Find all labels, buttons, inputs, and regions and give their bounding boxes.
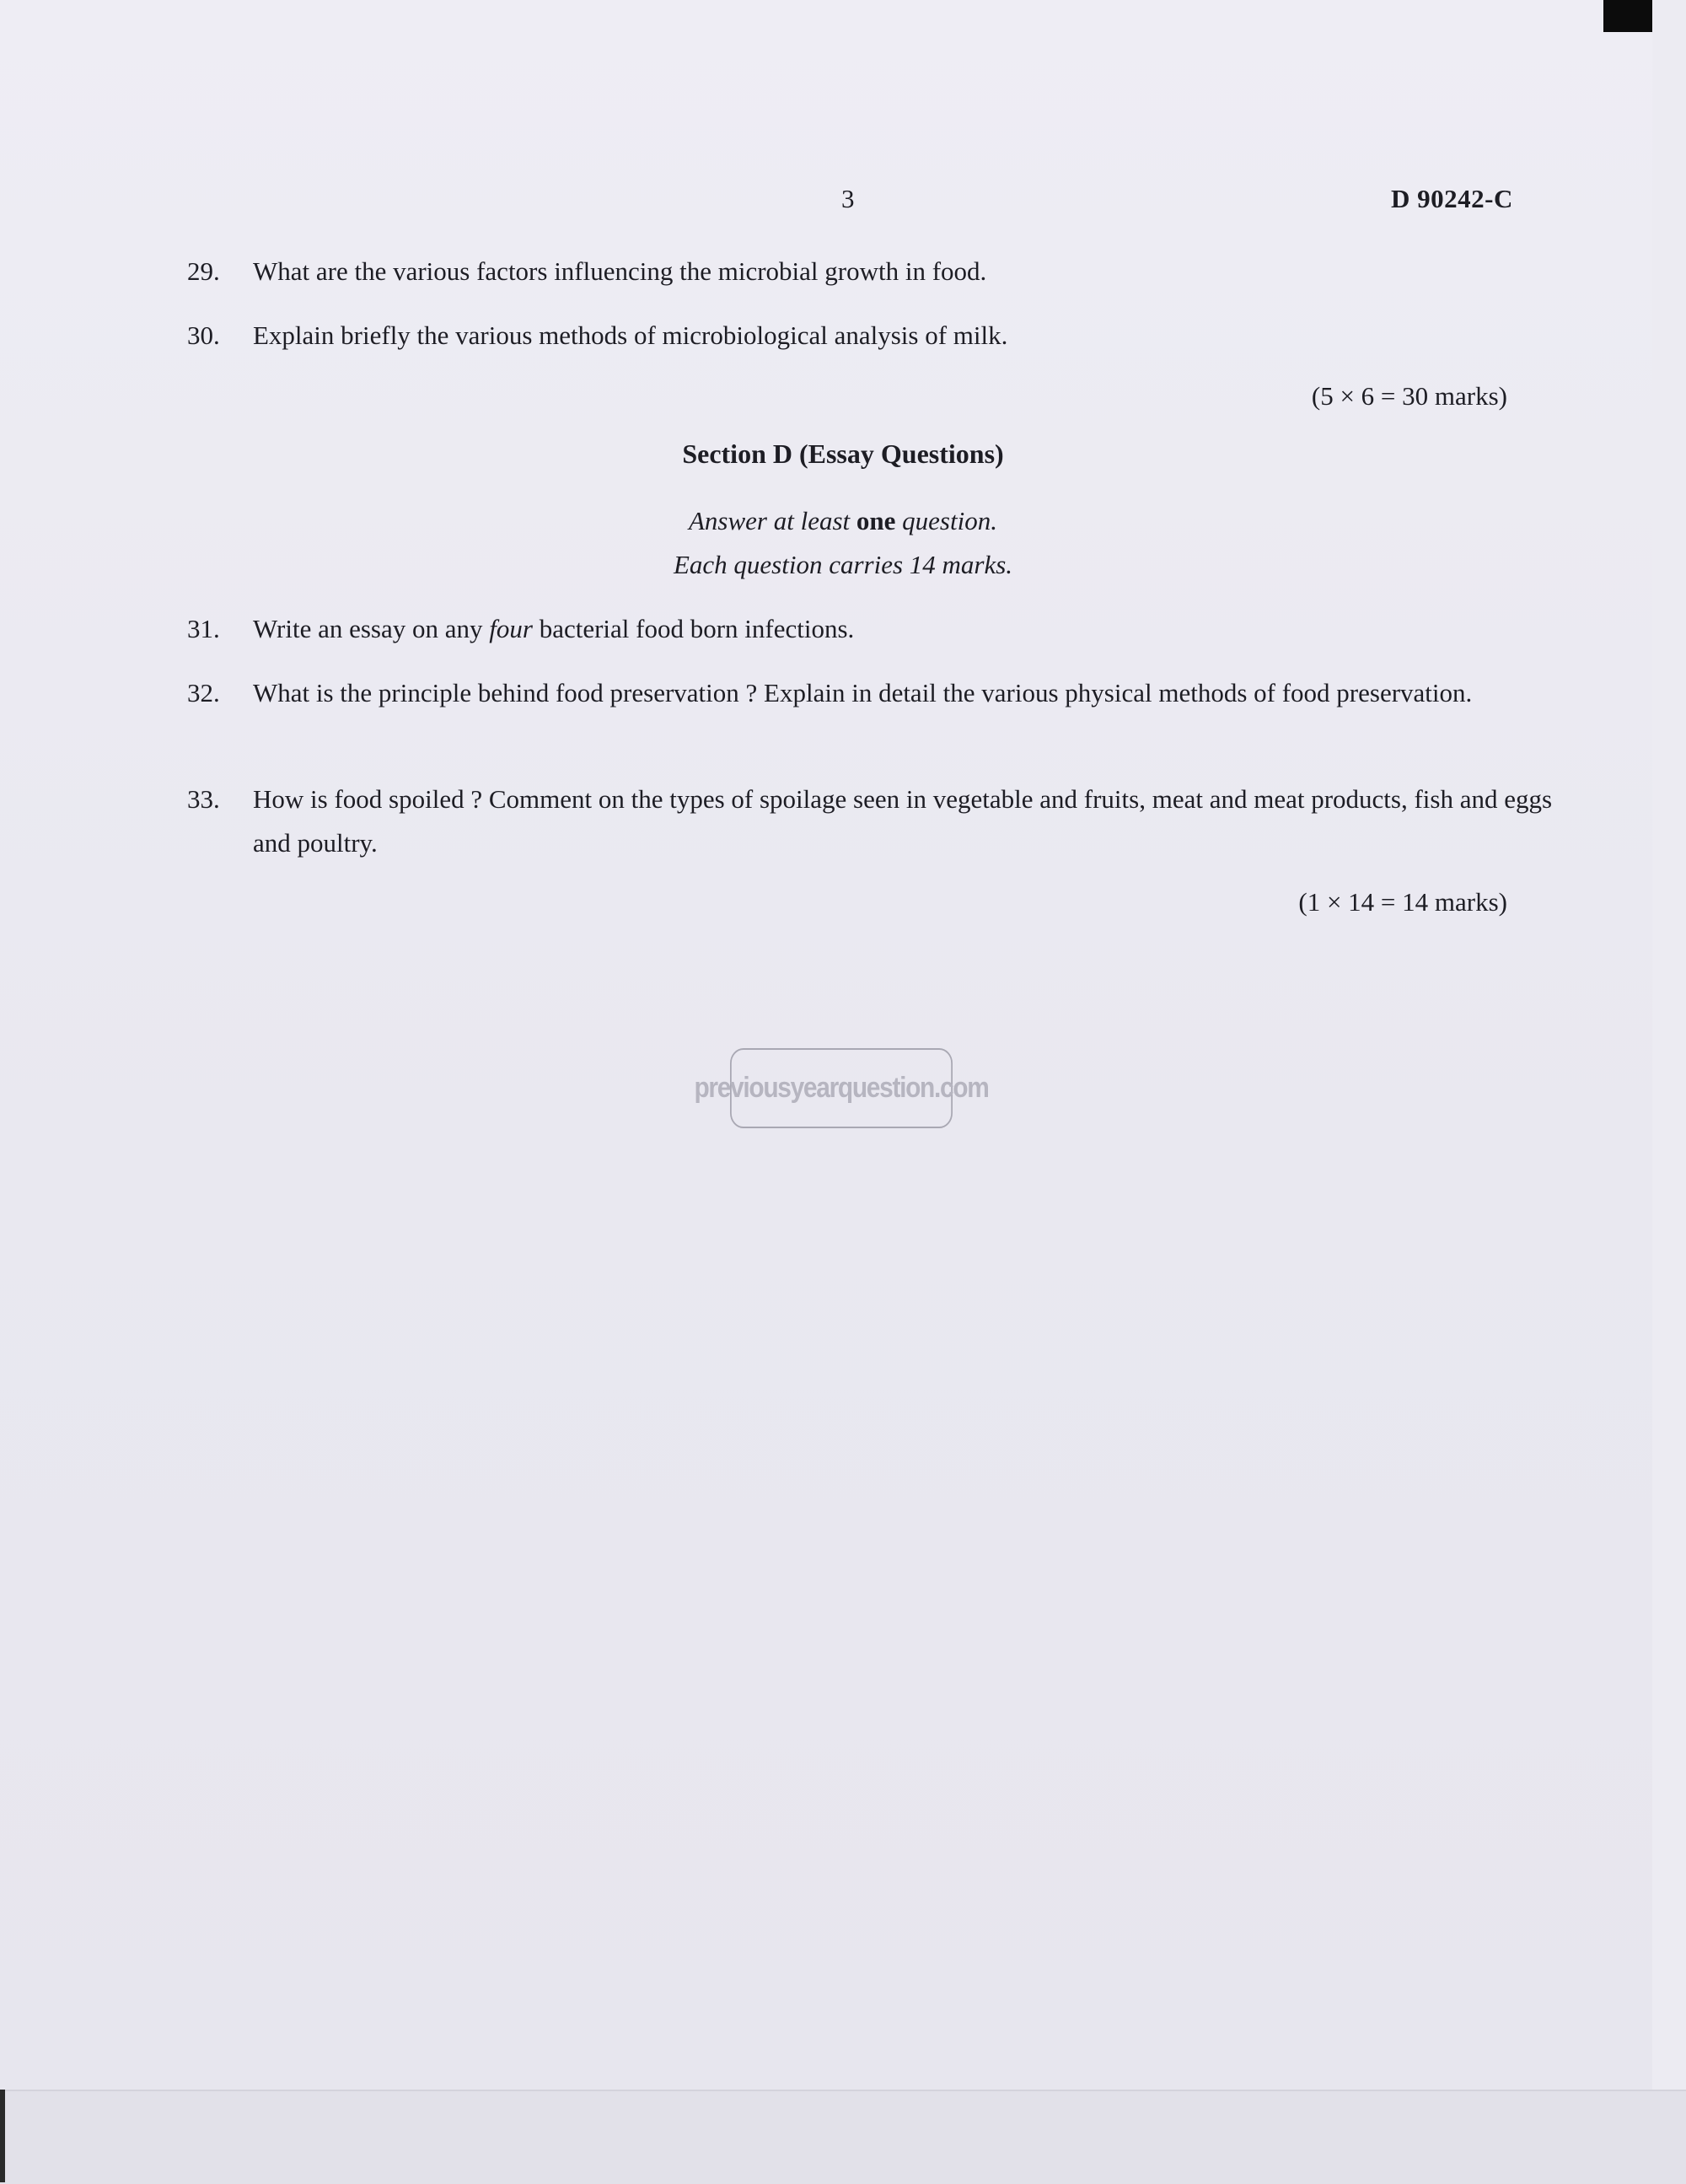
question-text: Write an essay on any four bacterial food born infections. — [253, 614, 855, 643]
question-33 — [187, 777, 1553, 865]
scan-bottom-strip — [0, 2090, 1686, 2184]
page-number: 3 — [841, 184, 855, 213]
section-d-marks: (1 × 14 = 14 marks) — [1298, 887, 1507, 917]
question-32 — [187, 671, 1553, 715]
question-number: 30. — [187, 320, 220, 350]
section-d-instruction-2: Each question carries 14 marks. — [673, 550, 1013, 579]
section-d-heading: Section D (Essay Questions) — [682, 438, 1004, 469]
question-text: Explain briefly the various methods of microbiological analysis of milk. — [253, 320, 1008, 350]
question-29 — [187, 250, 1553, 293]
question-number: 29. — [187, 256, 220, 286]
section-d-instruction-1: Answer at least one question. — [689, 506, 997, 535]
watermark-logo: previousyearquestion.com — [730, 1048, 953, 1128]
section-c-marks: (5 × 6 = 30 marks) — [1311, 381, 1507, 411]
paper-code: D 90242-C — [1391, 184, 1513, 213]
question-31 — [187, 607, 1553, 651]
question-text: How is food spoiled ? Comment on the types of spoilage seen in vegetable and fruits, meat and meat products, fish and eggs and poultry. — [253, 784, 1553, 858]
question-text: What is the principle behind food preservation ? Explain in detail the various physical methods of food preservation. — [253, 678, 1473, 707]
question-number: 32. — [187, 678, 220, 707]
question-text: What are the various factors influencing the microbial growth in food. — [253, 256, 987, 286]
question-number: 31. — [187, 614, 220, 643]
question-30 — [187, 314, 1553, 358]
scan-left-edge — [0, 2090, 5, 2182]
scan-corner-mark — [1603, 0, 1652, 32]
question-number: 33. — [187, 784, 220, 814]
